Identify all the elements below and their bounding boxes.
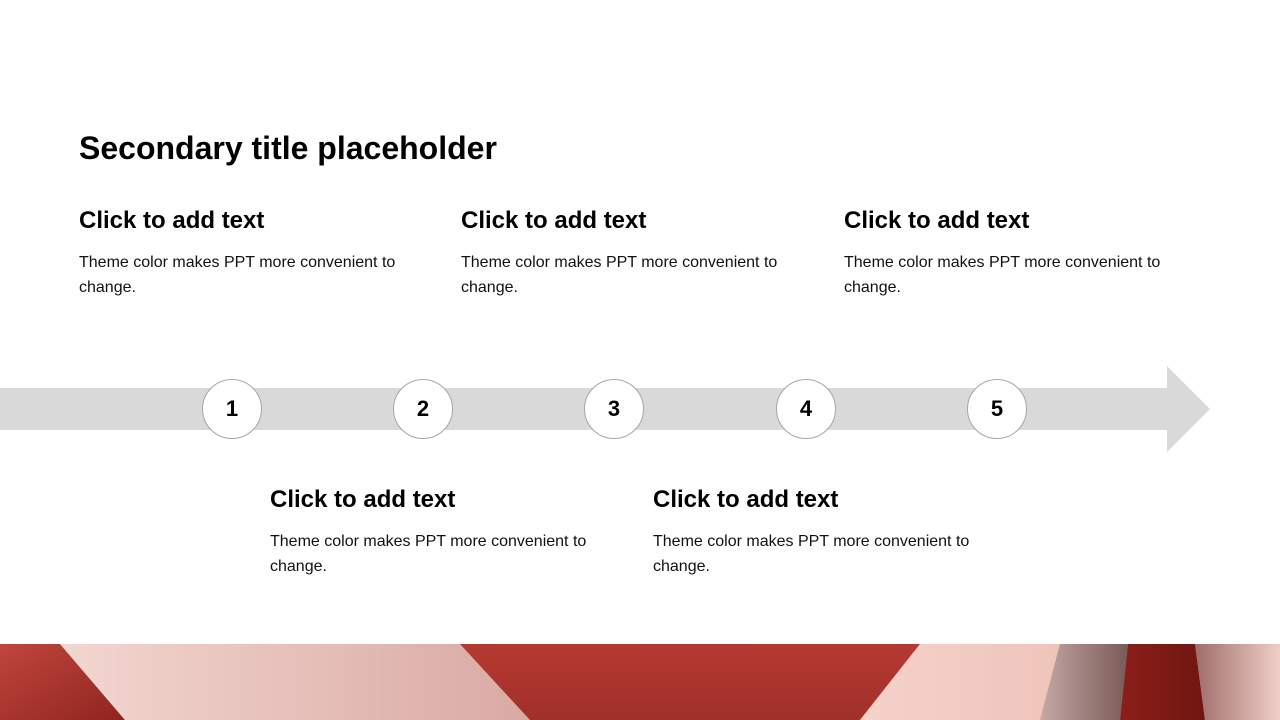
text-block-step-4[interactable] xyxy=(653,485,973,579)
text-block-step-1[interactable] xyxy=(79,206,399,300)
step-2-circle[interactable]: 2 xyxy=(393,379,453,439)
slide-title[interactable]: Secondary title placeholder xyxy=(79,130,497,166)
step-5-circle[interactable]: 5 xyxy=(967,379,1027,439)
step-1-body[interactable]: Theme color makes PPT more convenient to change. xyxy=(79,254,396,296)
step-3-body[interactable]: Theme color makes PPT more convenient to change. xyxy=(461,254,778,296)
text-block-step-3[interactable] xyxy=(461,206,781,300)
step-2-heading[interactable]: Click to add text xyxy=(270,486,456,513)
text-block-step-5[interactable] xyxy=(844,206,1164,300)
step-5-heading[interactable]: Click to add text xyxy=(844,207,1030,234)
step-4-heading[interactable]: Click to add text xyxy=(653,486,839,513)
band-shape-left-pink xyxy=(60,644,530,720)
decorative-red-band xyxy=(0,644,1280,720)
band-shape-right xyxy=(1195,644,1280,720)
step-3-heading[interactable]: Click to add text xyxy=(461,207,647,234)
step-3-circle[interactable]: 3 xyxy=(584,379,644,439)
step-4-body[interactable]: Theme color makes PPT more convenient to change. xyxy=(653,533,970,575)
text-block-step-2[interactable] xyxy=(270,485,590,579)
step-2-body[interactable]: Theme color makes PPT more convenient to change. xyxy=(270,533,587,575)
step-1-circle[interactable]: 1 xyxy=(202,379,262,439)
step-1-heading[interactable]: Click to add text xyxy=(79,207,265,234)
band-shape-center-red xyxy=(460,644,920,720)
step-4-circle[interactable]: 4 xyxy=(776,379,836,439)
band-shape-dark-red xyxy=(1120,644,1205,720)
step-5-body[interactable]: Theme color makes PPT more convenient to change. xyxy=(844,254,1161,296)
